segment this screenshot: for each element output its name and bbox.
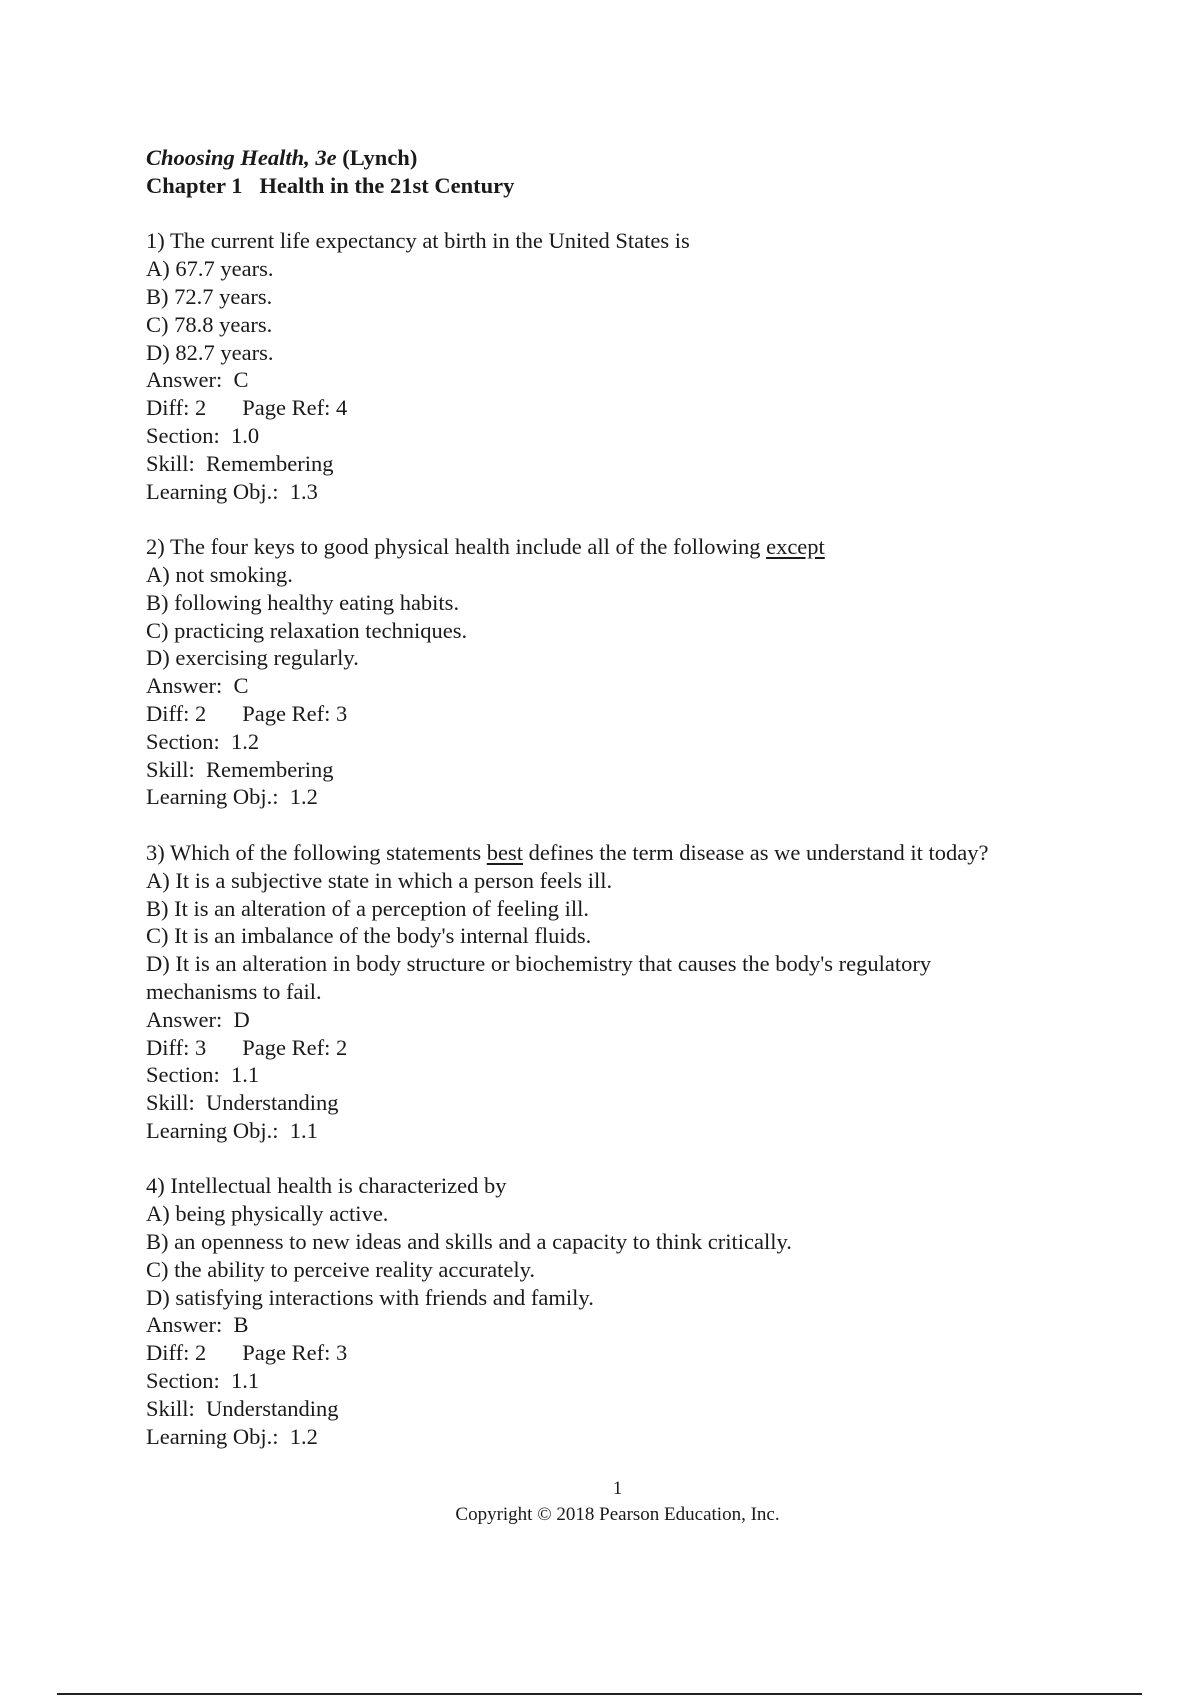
skill: Skill: Remembering — [146, 450, 334, 476]
learning-objective: Learning Obj.: 1.1 — [146, 1117, 318, 1143]
page-ref: Page Ref: 3 — [242, 700, 348, 726]
option-c: C) It is an imbalance of the body's internal fluids. — [146, 923, 592, 949]
difficulty: Diff: 2 — [146, 1340, 207, 1366]
difficulty-and-page-ref — [146, 700, 1096, 728]
answer: Answer: C — [146, 367, 249, 393]
page-ref: Page Ref: 4 — [242, 395, 348, 421]
section: Section: 1.1 — [146, 1062, 260, 1088]
question-2 — [146, 533, 1096, 811]
question-stem: 3) Which of the following statements best defines the term disease as we understand it today? — [146, 839, 989, 865]
difficulty: Diff: 3 — [146, 1034, 207, 1060]
emphasis-word: best — [486, 839, 524, 865]
section: Section: 1.0 — [146, 422, 260, 448]
section: Section: 1.1 — [146, 1368, 260, 1394]
difficulty-and-page-ref — [146, 394, 1096, 422]
option-d: D) exercising regularly. — [146, 645, 359, 671]
learning-objective: Learning Obj.: 1.3 — [146, 478, 318, 504]
option-d: D) 82.7 years. — [146, 339, 274, 365]
question-stem: 2) The four keys to good physical health include all of the following except — [146, 534, 825, 560]
option-c: C) practicing relaxation techniques. — [146, 617, 468, 643]
page-ref: Page Ref: 2 — [242, 1034, 348, 1060]
option-b: B) following healthy eating habits. — [146, 589, 460, 615]
question-4 — [146, 1172, 1096, 1450]
bottom-divider — [57, 1693, 1142, 1695]
difficulty: Diff: 2 — [146, 700, 207, 726]
option-d: D) satisfying interactions with friends and family. — [146, 1284, 594, 1310]
learning-objective: Learning Obj.: 1.2 — [146, 1423, 318, 1449]
answer: Answer: C — [146, 673, 249, 699]
section: Section: 1.2 — [146, 728, 260, 754]
skill: Skill: Remembering — [146, 756, 334, 782]
page-content — [146, 144, 1096, 1478]
document-header — [146, 144, 1096, 200]
book-title: Choosing Health, 3e — [146, 145, 337, 170]
page-number: 1 — [612, 1478, 623, 1499]
difficulty-and-page-ref — [146, 1339, 1096, 1367]
difficulty: Diff: 2 — [146, 395, 207, 421]
option-b: B) It is an alteration of a perception of feeling ill. — [146, 895, 589, 921]
option-c: C) the ability to perceive reality accurately. — [146, 1256, 535, 1282]
option-b: B) an openness to new ideas and skills and a capacity to think critically. — [146, 1229, 792, 1255]
option-a: A) It is a subjective state in which a person feels ill. — [146, 867, 613, 893]
book-author: (Lynch) — [342, 145, 418, 170]
chapter-title: Chapter 1 Health in the 21st Century — [146, 172, 515, 198]
skill: Skill: Understanding — [146, 1395, 339, 1421]
answer: Answer: D — [146, 1006, 250, 1032]
option-a: A) not smoking. — [146, 561, 293, 587]
option-d: D) It is an alteration in body structure or biochemistry that causes the body's regulatory mechanisms to fail. — [146, 951, 932, 1004]
question-stem: 1) The current life expectancy at birth in the United States is — [146, 228, 690, 254]
copyright-notice: Copyright © 2018 Pearson Education, Inc. — [455, 1504, 780, 1525]
difficulty-and-page-ref — [146, 1034, 1096, 1062]
page-ref: Page Ref: 3 — [242, 1340, 348, 1366]
skill: Skill: Understanding — [146, 1090, 339, 1116]
emphasis-word: except — [766, 534, 825, 560]
book-title-line — [146, 144, 1096, 172]
question-1 — [146, 227, 1096, 505]
question-stem: 4) Intellectual health is characterized by — [146, 1173, 507, 1199]
answer: Answer: B — [146, 1312, 249, 1338]
option-b: B) 72.7 years. — [146, 283, 273, 309]
learning-objective: Learning Obj.: 1.2 — [146, 784, 318, 810]
option-a: A) 67.7 years. — [146, 256, 274, 282]
question-3 — [146, 839, 1096, 1145]
option-c: C) 78.8 years. — [146, 311, 273, 337]
option-a: A) being physically active. — [146, 1201, 389, 1227]
